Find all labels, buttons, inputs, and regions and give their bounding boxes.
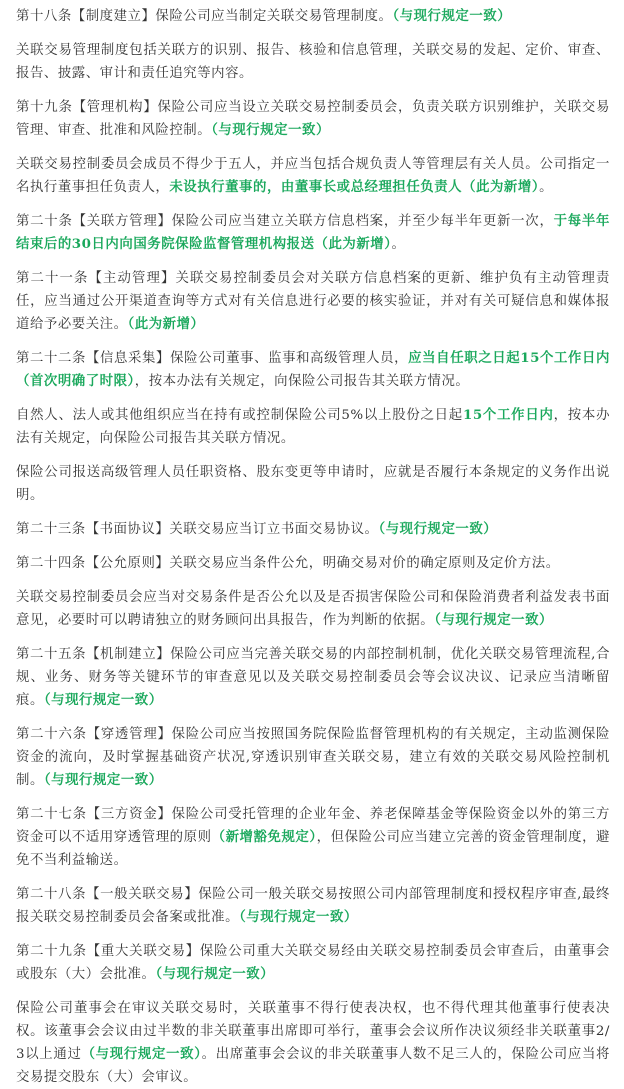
paragraph-text: 第二十七条【三方资金】保险公司受托管理的企业年金、养老保障基金等保险资金以外的第三方资金可以不适用穿透管理的原则	[16, 807, 610, 845]
article-paragraph	[16, 518, 610, 541]
paragraph-text: 保险公司董事会在审议关联交易时，关联董事不得行使表决权，也不得代理其他董事行使表决权。该董事会会议由过半数的非关联董事出席即可举行，董事会会议所作决议须经非关联董事2/3以上通过	[16, 1001, 610, 1062]
article-paragraph	[16, 347, 610, 393]
paragraph-text: 第二十九条【重大关联交易】保险公司重大关联交易经由关联交易控制委员会审查后，由董事会或股东（大）会批准。	[16, 944, 610, 982]
paragraph-text: 。	[391, 237, 406, 252]
paragraph-text: 关联交易控制委员会应当对交易条件是否公允以及是否损害保险公司和保险消费者利益发表书面意见，必要时可以聘请独立的财务顾问出具报告，作为判断的依据。	[16, 590, 610, 628]
paragraph-text: 第十九条【管理机构】保险公司应当设立关联交易控制委员会，负责关联方识别维护，关联交易管理、审查、批准和风险控制。	[16, 100, 610, 138]
paragraph-text: 第二十三条【书面协议】关联交易应当订立书面交易协议。	[16, 522, 379, 537]
highlighted-note: （与现行规定一致）	[155, 966, 275, 982]
article-paragraph	[16, 552, 610, 575]
article-paragraph	[16, 96, 610, 142]
paragraph-text: 保险公司报送高级管理人员任职资格、股东变更等申请时，应就是否履行本条规定的义务作出说明。	[16, 465, 610, 503]
article-paragraph	[16, 404, 610, 450]
article-paragraph	[16, 883, 610, 929]
paragraph-text: 自然人、法人或其他组织应当在持有或控制保险公司5%以上股份之日起	[16, 408, 463, 423]
article-paragraph	[16, 940, 610, 986]
highlighted-note: （此为新增）	[127, 316, 205, 332]
highlighted-note: （与现行规定一致）	[392, 8, 512, 24]
paragraph-text: ，按本办法有关规定，向保险公司报告其关联方情况。	[16, 408, 611, 446]
paragraph-text: 。	[539, 180, 554, 195]
paragraph-text: 第二十二条【信息采集】保险公司董事、监事和高级管理人员，	[16, 351, 409, 366]
paragraph-text: 。出席董事会会议的非关联董事人数不足三人的，保险公司应当将交易提交股东（大）会审议。	[16, 1047, 610, 1085]
highlighted-note: （与现行规定一致）	[434, 612, 553, 628]
highlighted-note: （与现行规定一致）	[211, 122, 330, 138]
article-paragraph	[16, 643, 610, 712]
paragraph-text: ，但保险公司应当建立完善的资金管理制度，避免不当利益输送。	[16, 830, 610, 868]
highlighted-note: （与现行规定一致）	[43, 772, 163, 788]
paragraph-text: 关联交易管理制度包括关联方的识别、报告、核验和信息管理，关联交易的发起、定价、审查、报告、披露、审计和责任追究等内容。	[16, 43, 610, 81]
paragraph-text: 第十八条【制度建立】保险公司应当制定关联交易管理制度。	[16, 9, 393, 24]
article-paragraph	[16, 461, 610, 507]
paragraph-text: 第二十四条【公允原则】关联交易应当条件公允，明确交易对价的确定原则及定价方法。	[16, 556, 560, 571]
article-paragraph	[16, 803, 610, 872]
highlighted-note: 未设执行董事的，由董事长或总经理担任负责人（此为新增）	[169, 179, 540, 195]
highlighted-note: （与现行规定一致）	[43, 692, 163, 708]
paragraph-text: 第二十八条【一般关联交易】保险公司一般关联交易按照公司内部管理制度和授权程序审查,最终报关联交易控制委员会备案或批准。	[16, 887, 610, 925]
article-paragraph	[16, 723, 610, 792]
highlighted-note: 于每半年结束后的30日内向国务院保险监督管理机构报送（此为新增）	[16, 213, 610, 252]
highlighted-note: （与现行规定一致）	[81, 1046, 202, 1062]
highlighted-note: （与现行规定一致）	[239, 909, 358, 925]
article-paragraph	[16, 997, 610, 1089]
article-paragraph	[16, 210, 610, 256]
article-paragraph	[16, 153, 610, 199]
paragraph-text: 第二十五条【机制建立】保险公司应当完善关联交易的内部控制机制，优化关联交易管理流程,合规、业务、财务等关键环节的审查意见以及关联交易控制委员会等会议决议、记录应当清晰留痕。	[16, 647, 610, 708]
paragraph-text: 第二十一条【主动管理】关联交易控制委员会对关联方信息档案的更新、维护负有主动管理责任，应当通过公开渠道查询等方式对有关信息进行必要的核实验证，并对有关可疑信息和媒体报道给予必要关注。	[16, 271, 610, 332]
article-paragraph	[16, 267, 610, 336]
highlighted-note: 15个工作日内	[462, 407, 554, 423]
paragraph-text: 关联交易控制委员会成员不得少于五人，并应当包括合规负责人等管理层有关人员。公司指定一名执行董事担任负责人，	[16, 157, 610, 195]
article-paragraph	[16, 5, 610, 28]
highlighted-note: （新增豁免规定）	[211, 829, 317, 845]
highlighted-note: 应当自任职之日起15个工作日内（首次明确了时限）	[16, 350, 610, 389]
article-paragraph	[16, 586, 610, 632]
article-paragraph	[16, 39, 610, 85]
highlighted-note: （与现行规定一致）	[378, 521, 498, 537]
paragraph-text: 第二十条【关联方管理】保险公司应当建立关联方信息档案，并至少每半年更新一次，	[16, 214, 554, 229]
paragraph-text: ，按本办法有关规定，向保险公司报告其关联方情况。	[134, 374, 470, 389]
paragraph-text: 第二十六条【穿透管理】保险公司应当按照国务院保险监督管理机构的有关规定，主动监测保险资金的流向，及时掌握基础资产状况,穿透识别审查关联交易，建立有效的关联交易风险控制机制。	[16, 727, 610, 788]
